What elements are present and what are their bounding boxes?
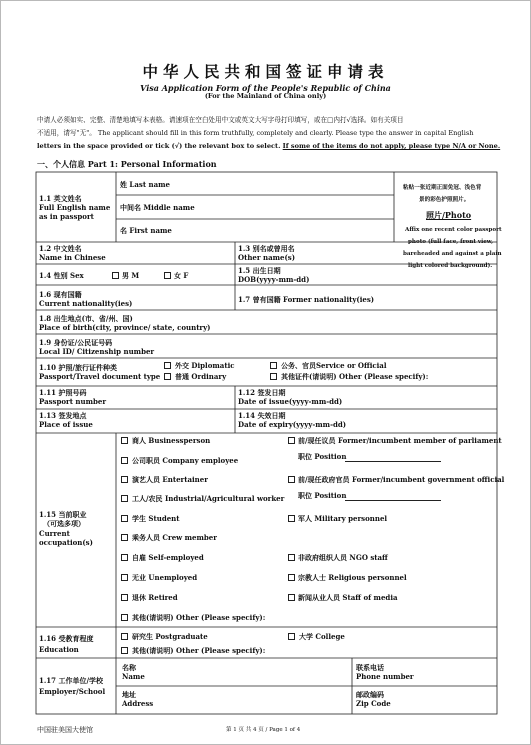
instruction-line-2: 不适用，请写"无"。 The applicant should fill in this form truthfully, completely and clearly. Please type the answer in capital English	[37, 129, 474, 137]
edu-college-label: 大学 College	[299, 632, 345, 641]
label-1-11-en: Passport number	[39, 397, 107, 406]
occ-self-employed-checkbox[interactable]	[121, 554, 128, 561]
employer-name-cn: 名称	[122, 663, 136, 672]
occ-military-checkbox[interactable]	[288, 515, 295, 522]
label-1-3-en: Other name(s)	[238, 253, 296, 262]
instruction-line-1: 中请人必须如实、完整、清楚地填写本表格。请速项在空白处用中文或英文大写字母打印填写，或在□内打√选择。如有关项目	[37, 116, 404, 124]
occ-unemployed-label: 无业 Unemployed	[132, 573, 198, 582]
sex-male-label: 男 M	[122, 271, 140, 280]
occ-worker-label: 工人/农民 Industrial/Agricultural worker	[132, 494, 285, 503]
doc-diplomatic-checkbox[interactable]	[164, 362, 171, 369]
label-1-15-en: Current	[39, 529, 70, 538]
footer-page-number: 第 1 页 共 4 页 / Page 1 of 4	[226, 727, 301, 733]
label-1-14-cn: 1.14 失效日期	[238, 411, 286, 420]
edu-postgrad-checkbox[interactable]	[121, 633, 128, 640]
sex-male-checkbox[interactable]	[112, 272, 119, 279]
label-1-13-cn: 1.13 签发地点	[39, 411, 87, 420]
label-1-15-cn: 1.15 当前职业	[39, 510, 87, 519]
occ-entertainer-checkbox[interactable]	[121, 476, 128, 483]
doc-other-checkbox[interactable]	[270, 373, 277, 380]
employer-zip-en: Zip Code	[356, 699, 391, 708]
label-1-16-en: Education	[39, 645, 79, 654]
last-name-label[interactable]: 姓 Last name	[120, 180, 170, 189]
label-1-6-en: Current nationality(ies)	[39, 299, 133, 308]
photo-title: 照片/Photo	[426, 210, 472, 220]
label-1-14-en: Date of expiry(yyyy-mm-dd)	[238, 420, 347, 429]
photo-instruction-en-4: light colored background).	[408, 263, 493, 269]
label-1-6-cn: 1.6 现有国籍	[39, 290, 82, 299]
employer-address-cn: 地址	[122, 690, 136, 699]
occ-media-label: 新闻从业人员 Staff of media	[298, 593, 398, 602]
occ-media-checkbox[interactable]	[288, 594, 295, 601]
occ-company-employee-label: 公司职员 Company employee	[132, 456, 239, 465]
occ-company-employee-checkbox[interactable]	[121, 457, 128, 464]
doc-diplomatic-label: 外交 Diplomatic	[175, 361, 235, 370]
occ-parliament-checkbox[interactable]	[288, 437, 295, 444]
occ-religious-checkbox[interactable]	[288, 574, 295, 581]
occ-position-2-label: 职位 Position	[298, 491, 347, 500]
label-1-9-cn: 1.9 身份证/公民证号码	[39, 338, 113, 347]
doc-official-checkbox[interactable]	[270, 362, 277, 369]
occ-position-2-line[interactable]	[345, 500, 441, 501]
occ-crew-label: 乘务人员 Crew member	[132, 533, 217, 542]
label-1-5-en: DOB(yyyy-mm-dd)	[238, 275, 310, 284]
employer-phone-cn: 联系电话	[356, 663, 384, 672]
label-1-8-en: Place of birth(city, province/ state, country)	[39, 323, 211, 332]
instruction-line-3-text: letters in the space provided or tick (√) the relevant box to select.	[37, 142, 283, 150]
sex-female-label: 女 F	[174, 271, 189, 280]
employer-address-en: Address	[122, 699, 154, 708]
label-1-13-en: Place of issue	[39, 420, 93, 429]
employer-zip-cn: 邮政编码	[356, 690, 384, 699]
photo-instruction-cn-1: 粘贴一张近期正面免冠、浅色背	[403, 185, 482, 191]
occ-businessperson-label: 商人 Businessperson	[132, 436, 211, 445]
label-1-7: 1.7 曾有国籍 Former nationality(ies)	[238, 295, 375, 304]
label-1-15-note: （可选多项）	[43, 519, 85, 528]
edu-other-checkbox[interactable]	[121, 647, 128, 654]
label-1-1-en2: as in passport	[39, 212, 94, 221]
form-scope-note: (For the Mainland of China only)	[204, 92, 327, 100]
photo-instruction-en-3: bareheaded and against a plain	[403, 251, 502, 257]
doc-ordinary-checkbox[interactable]	[164, 373, 171, 380]
instruction-na-note: If some of the items do not apply, please type N/A or None.	[282, 142, 501, 150]
form-subtitle: Visa Application Form of the People's Republic of China	[140, 83, 391, 93]
employer-name-en: Name	[122, 672, 145, 681]
occ-government-label: 前/现任政府官员 Former/incumbent government official	[298, 475, 505, 484]
label-1-1-cn: 1.1 英文姓名	[39, 194, 82, 203]
form-title: 中华人民共和国签证申请表	[142, 63, 389, 81]
doc-other-label: 其他证件(请说明) Other (Please specify):	[281, 372, 429, 381]
label-1-16-cn: 1.16 受教育程度	[39, 634, 94, 643]
label-1-17-cn: 1.17 工作单位/学校	[39, 676, 104, 685]
label-1-2-en: Name in Chinese	[39, 253, 106, 262]
occ-religious-label: 宗教人士 Religious personnel	[298, 573, 407, 582]
label-1-5-cn: 1.5 出生日期	[238, 266, 281, 275]
edu-other-label: 其他(请说明) Other (Please specify):	[132, 646, 266, 655]
label-1-2-cn: 1.2 中文姓名	[39, 244, 82, 253]
occ-unemployed-checkbox[interactable]	[121, 574, 128, 581]
label-1-4: 1.4 性别 Sex	[39, 271, 84, 280]
label-1-15-en2: occupation(s)	[39, 538, 93, 547]
edu-postgrad-label: 研究生 Postgraduate	[132, 632, 208, 641]
label-1-3-cn: 1.3 别名或曾用名	[238, 244, 295, 253]
occ-government-checkbox[interactable]	[288, 476, 295, 483]
occ-student-checkbox[interactable]	[121, 515, 128, 522]
label-1-12-en: Date of issue(yyyy-mm-dd)	[238, 397, 343, 406]
occ-worker-checkbox[interactable]	[121, 495, 128, 502]
label-1-17-en: Employer/School	[39, 687, 106, 696]
photo-instruction-en-1: Affix one recent color passport	[405, 227, 502, 233]
occ-crew-checkbox[interactable]	[121, 534, 128, 541]
first-name-label[interactable]: 名 First name	[120, 226, 172, 235]
occ-position-1-label: 职位 Position	[298, 452, 347, 461]
occ-student-label: 学生 Student	[132, 514, 180, 523]
occ-parliament-label: 前/现任议员 Former/incumbent member of parliament	[298, 436, 502, 445]
section-title-personal-info: 一、个人信息 Part 1: Personal Information	[37, 159, 217, 169]
label-1-10-en: Passport/Travel document type	[39, 372, 161, 381]
middle-name-label[interactable]: 中间名 Middle name	[120, 203, 195, 212]
occ-position-1-line[interactable]	[345, 461, 441, 462]
label-1-8-cn: 1.8 出生地点(市、省/州、国)	[39, 314, 133, 323]
occ-other-checkbox[interactable]	[121, 614, 128, 621]
occ-businessperson-checkbox[interactable]	[121, 437, 128, 444]
edu-college-checkbox[interactable]	[288, 633, 295, 640]
sex-female-checkbox[interactable]	[164, 272, 171, 279]
label-1-12-cn: 1.12 签发日期	[238, 388, 286, 397]
doc-official-label: 公务、官员Service or Official	[281, 361, 387, 370]
label-1-9-en: Local ID/ Citizenship number	[39, 347, 155, 356]
occ-ngo-label: 非政府组织人员 NGO staff	[298, 553, 388, 562]
photo-instruction-cn-2: 景的彩色护照照片。	[419, 197, 470, 203]
occ-other-label: 其他(请说明) Other (Please specify):	[132, 613, 266, 622]
occ-retired-checkbox[interactable]	[121, 594, 128, 601]
employer-phone-en: Phone number	[356, 672, 414, 681]
label-1-10-cn: 1.10 护照/旅行证件种类	[39, 363, 118, 372]
occ-entertainer-label: 演艺人员 Entertainer	[132, 475, 208, 484]
doc-ordinary-label: 普通 Ordinary	[175, 372, 227, 381]
footer-embassy: 中国驻美国大使馆	[37, 726, 93, 734]
label-1-11-cn: 1.11 护照号码	[39, 388, 87, 397]
occ-military-label: 军人 Military personnel	[298, 514, 388, 523]
occ-retired-label: 退休 Retired	[132, 593, 178, 602]
label-1-1-en: Full English name	[39, 203, 111, 212]
occ-ngo-checkbox[interactable]	[288, 554, 295, 561]
occ-self-employed-label: 自雇 Self-employed	[132, 553, 204, 562]
photo-instruction-en-2: photo (full face, front view,	[408, 239, 494, 245]
